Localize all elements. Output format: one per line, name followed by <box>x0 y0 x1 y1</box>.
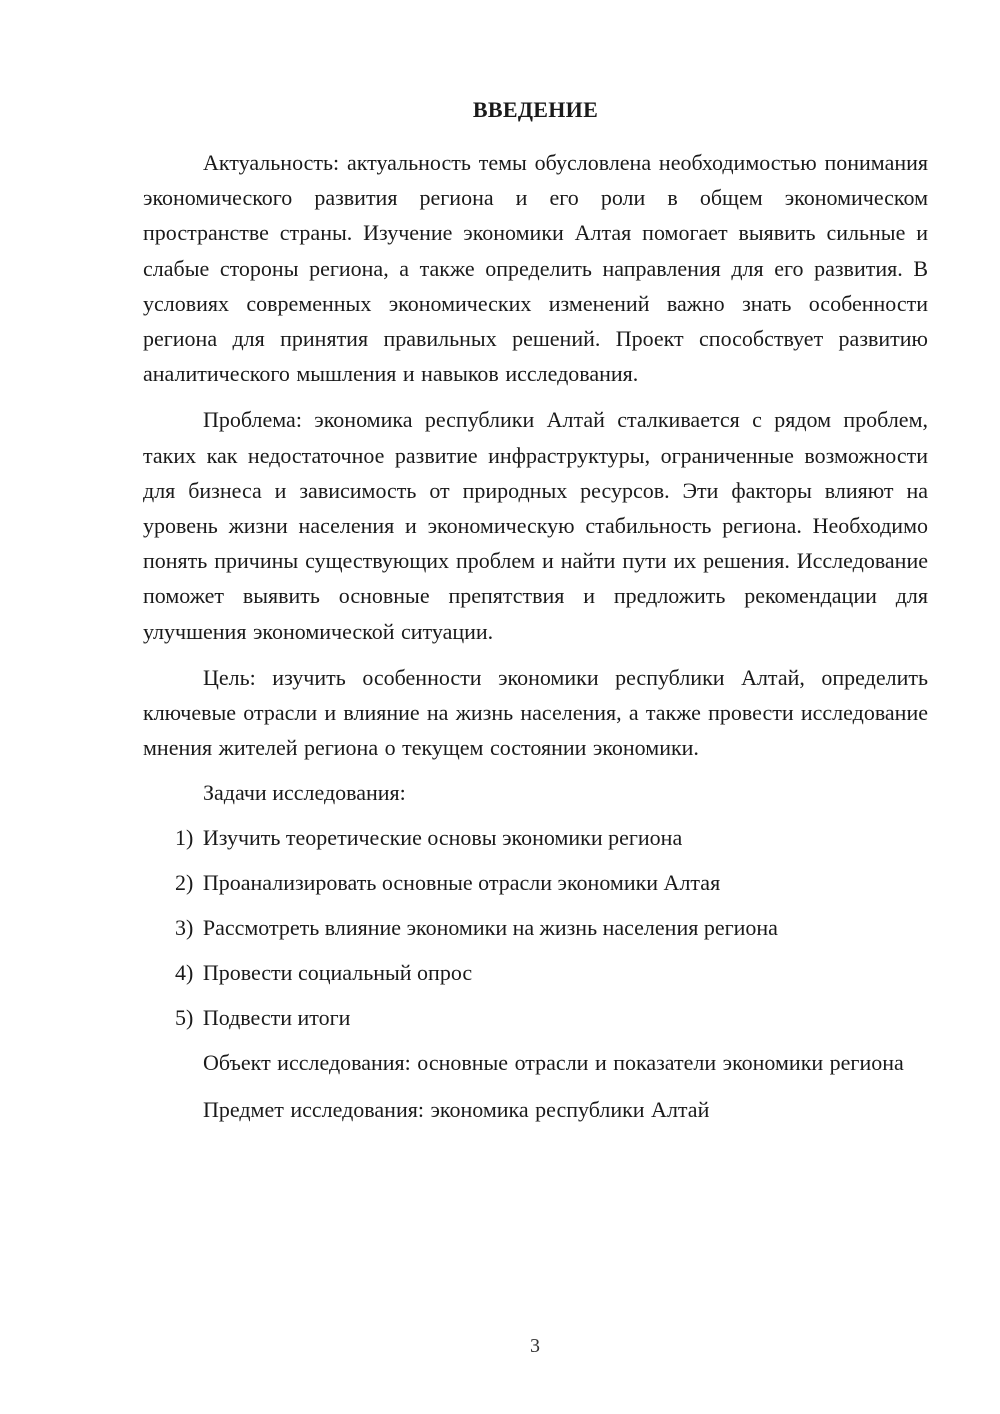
task-item <box>143 955 928 990</box>
task-item <box>143 910 928 945</box>
task-number: 5) <box>175 1005 194 1031</box>
task-number: 4) <box>175 960 194 986</box>
task-item <box>143 1000 928 1035</box>
relevance-paragraph: Актуальность: актуальность темы обусловлена необходимостью понимания экономического развития региона и его роли в общем экономическом пространстве страны. Изучение экономики Алтая помогает выявить сильные и слабые стороны региона, а также определить направления для его развития. В условиях современных экономических изменений важно знать особенности региона для принятия правильных решений. Проект способствует развитию аналитического мышления и навыков исследования. <box>143 150 928 387</box>
tasks-heading: Задачи исследования: <box>203 780 406 806</box>
task-number: 3) <box>175 915 194 941</box>
task-item <box>143 865 928 900</box>
goal-paragraph: Цель: изучить особенности экономики республики Алтай, определить ключевые отрасли и влияние на жизнь населения, а также провести исследование мнения жителей региона о текущем состоянии экономики. <box>143 664 928 761</box>
task-item <box>143 820 928 855</box>
tasks-list <box>143 820 928 1035</box>
task-text: Провести социальный опрос <box>202 960 473 986</box>
task-number: 2) <box>175 870 194 896</box>
problem-paragraph: Проблема: экономика республики Алтай сталкивается с рядом проблем, таких как недостаточное развитие инфраструктуры, ограниченные возможности для бизнеса и зависимость от природных ресурсов. Эти факторы влияют на уровень жизни населения и экономическую стабильность региона. Необходимо понять причины существующих проблем и найти пути их решения. Исследование поможет выявить основные препятствия и предложить рекомендации для улучшения экономической ситуации. <box>143 407 928 644</box>
task-text: Изучить теоретические основы экономики региона <box>202 825 683 851</box>
task-text: Рассмотреть влияние экономики на жизнь населения региона <box>202 915 778 941</box>
page-title: ВВЕДЕНИЕ <box>472 97 599 122</box>
document-page <box>143 95 928 1127</box>
page-number: 3 <box>530 1335 540 1357</box>
research-object-paragraph: Объект исследования: основные отрасли и показатели экономики региона <box>203 1050 904 1076</box>
research-subject-paragraph: Предмет исследования: экономика республики Алтай <box>203 1096 710 1122</box>
task-text: Проанализировать основные отрасли экономики Алтая <box>202 870 721 896</box>
task-text: Подвести итоги <box>202 1005 351 1031</box>
task-number: 1) <box>175 825 194 851</box>
